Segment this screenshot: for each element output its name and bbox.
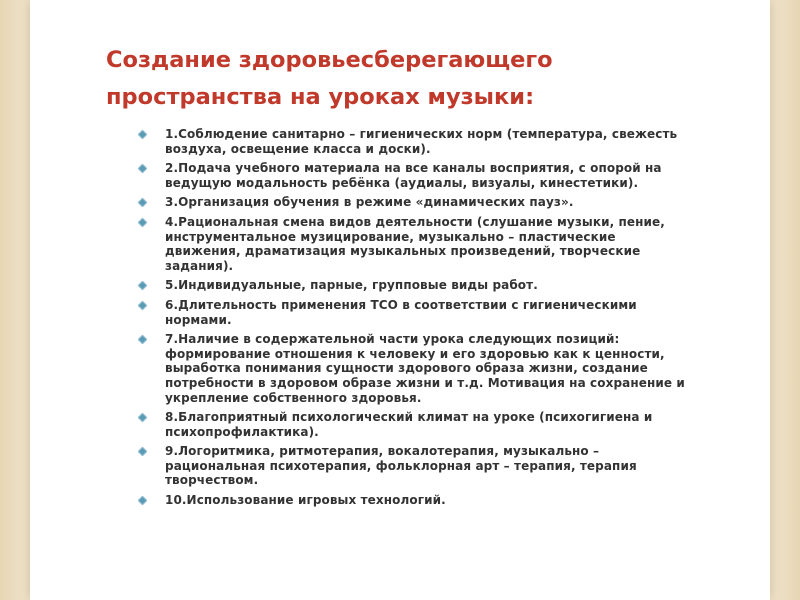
diamond-bullet-icon: [138, 413, 148, 423]
list-item-line: 6.Длительность применения ТСО в соответствии с гигиеническими: [165, 297, 637, 312]
list-item-line: 8.Благоприятный психологический климат на уроке (психогигиена и: [165, 410, 653, 425]
list-item-line: 4.Рациональная смена видов деятельности (слушание музыки, пение,: [165, 214, 665, 229]
list-item-line: формирование отношения к человеку и его здоровью как к ценности,: [165, 346, 665, 361]
list-item: [136, 215, 776, 273]
diamond-bullet-icon: [138, 130, 148, 140]
list-item-line: 7.Наличие в содержательной части урока следующих позиций:: [165, 332, 620, 347]
list-item-line: 1.Соблюдение санитарно – гигиенических норм (температура, свежесть: [165, 127, 678, 141]
list-item: [136, 278, 776, 293]
list-item-line: творчеством.: [165, 473, 259, 488]
background-left-edge: [0, 0, 30, 600]
list-item-line: 5.Индивидуальные, парные, групповые виды работ.: [165, 278, 538, 293]
list-item: [136, 493, 776, 508]
list-item-line: рациональная психотерапия, фольклорная арт – терапия, терапия: [165, 458, 637, 473]
list-item-line: нормами.: [165, 312, 232, 327]
list-item: [136, 410, 776, 439]
list-item-line: укрепление собственного здоровья.: [165, 390, 422, 405]
list-item: [136, 298, 776, 327]
list-item-line: 3.Организация обучения в режиме «динамических пауз».: [165, 195, 574, 210]
list-item: [136, 332, 776, 405]
diamond-bullet-icon: [138, 335, 148, 345]
diamond-bullet-icon: [138, 300, 148, 310]
list-item-line: ведущую модальность ребёнка (аудиалы, визуалы, кинестетики).: [165, 175, 639, 190]
list-item: [136, 444, 776, 488]
list-item-line: потребности в здоровом образе жизни и т.д. Мотивация на сохранение и: [165, 375, 685, 390]
diamond-bullet-icon: [138, 496, 148, 506]
list-item-line: 10.Использование игровых технологий.: [165, 493, 446, 508]
list-item-line: 2.Подача учебного материала на все каналы восприятия, с опорой на: [165, 161, 662, 176]
diamond-bullet-icon: [138, 218, 148, 228]
list-item: [136, 161, 776, 190]
diamond-bullet-icon: [138, 447, 148, 457]
diamond-bullet-icon: [138, 164, 148, 174]
list-item-line: движения, драматизация музыкальных произведений, творческие: [165, 244, 641, 259]
bullet-list: [136, 127, 776, 513]
title-line-1: Создание здоровьесберегающего: [106, 47, 553, 73]
list-item-line: воздуха, освещение класса и доски).: [165, 141, 431, 156]
slide-title: [106, 42, 706, 116]
list-item-line: выработка понимания сущности здорового образа жизни, создание: [165, 361, 648, 376]
list-item-line: психопрофилактика).: [165, 424, 319, 439]
list-item: [136, 195, 776, 210]
list-item-line: задания).: [165, 258, 234, 273]
list-item: [136, 127, 776, 156]
list-item-line: 9.Логоритмика, ритмотерапия, вокалотерапия, музыкально –: [165, 444, 600, 459]
diamond-bullet-icon: [138, 281, 148, 291]
diamond-bullet-icon: [138, 198, 148, 208]
list-item-line: инструментальное музицирование, музыкально – пластические: [165, 229, 616, 244]
title-line-2: пространства на уроках музыки:: [106, 84, 535, 110]
